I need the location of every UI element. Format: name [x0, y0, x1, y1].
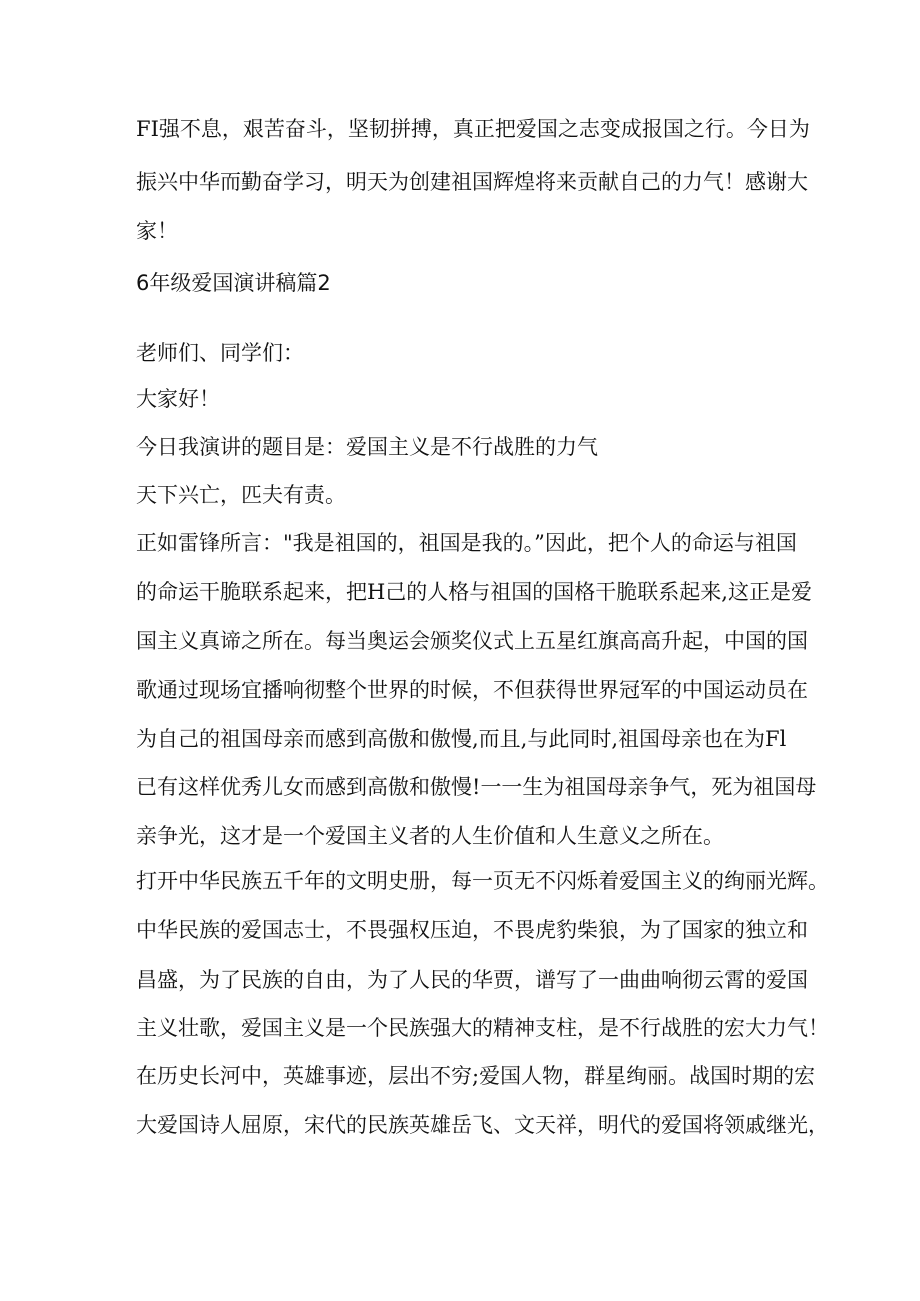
text-line: 在历史长河中，英雄事迹，层出不穷;爱国人物，群星绚丽。战国时期的宏 — [136, 1064, 816, 1088]
text-line: 已有这样优秀儿女而感到高傲和傲慢!一一生为祖国母亲争气，死为祖国母 — [136, 775, 817, 799]
section-title: 6年级爱国演讲稿篇2 — [136, 271, 331, 295]
text-line: 振兴中华而勤奋学习，明天为创建祖国辉煌将来贡献自己的力气！感谢大 — [136, 170, 808, 194]
salutation: 老师们、同学们： — [136, 341, 304, 365]
text-line: 家！ — [136, 219, 178, 243]
text-line: 亲争光，这才是一个爱国主义者的人生价值和人生意义之所在。 — [136, 824, 724, 848]
text-line: 主义壮歌，爱国主义是一个民族强大的精神支柱，是不行战胜的宏大力气！ — [136, 1016, 829, 1040]
speech-topic: 今日我演讲的题目是：爱国主义是不行战胜的力气 — [136, 435, 598, 459]
text-line: 大爱国诗人屈原，宋代的民族英雄岳飞、文天祥，明代的爱国将领戚继光， — [136, 1113, 829, 1137]
text-line: 的命运干脆联系起来，把H己的人格与祖国的国格干脆联系起来,这正是爱 — [136, 580, 812, 604]
greeting: 大家好！ — [136, 387, 220, 411]
text-line: 中华民族的爱国志士，不畏强权压迫，不畏虎豹柴狼，为了国家的独立和 — [136, 918, 808, 942]
proverb: 天下兴亡，匹夫有责。 — [136, 483, 346, 507]
text-line: 打开中华民族五千年的文明史册，每一页无不闪烁着爱国主义的绚丽光辉。 — [136, 869, 829, 893]
text-line: 歌通过现场宜播响彻整个世界的时候，不但获得世界冠军的中国运动员在 — [136, 678, 808, 702]
text-line: 国主义真谛之所在。每当奥运会颁奖仪式上五星红旗高高升起，中国的国 — [136, 629, 808, 653]
text-line: 为自己的祖国母亲而感到高傲和傲慢,而且,与此同时,祖国母亲也在为Fl — [136, 727, 787, 751]
text-line: 正如雷锋所言："我是祖国的，祖国是我的。”因此，把个人的命运与祖国 — [136, 531, 797, 555]
text-line: FI强不息，艰苦奋斗，坚韧拼搏，真正把爱国之志变成报国之行。今日为 — [136, 117, 810, 141]
text-line: 昌盛，为了民族的自由，为了人民的华贾，谱写了一曲曲响彻云霄的爱国 — [136, 968, 808, 992]
